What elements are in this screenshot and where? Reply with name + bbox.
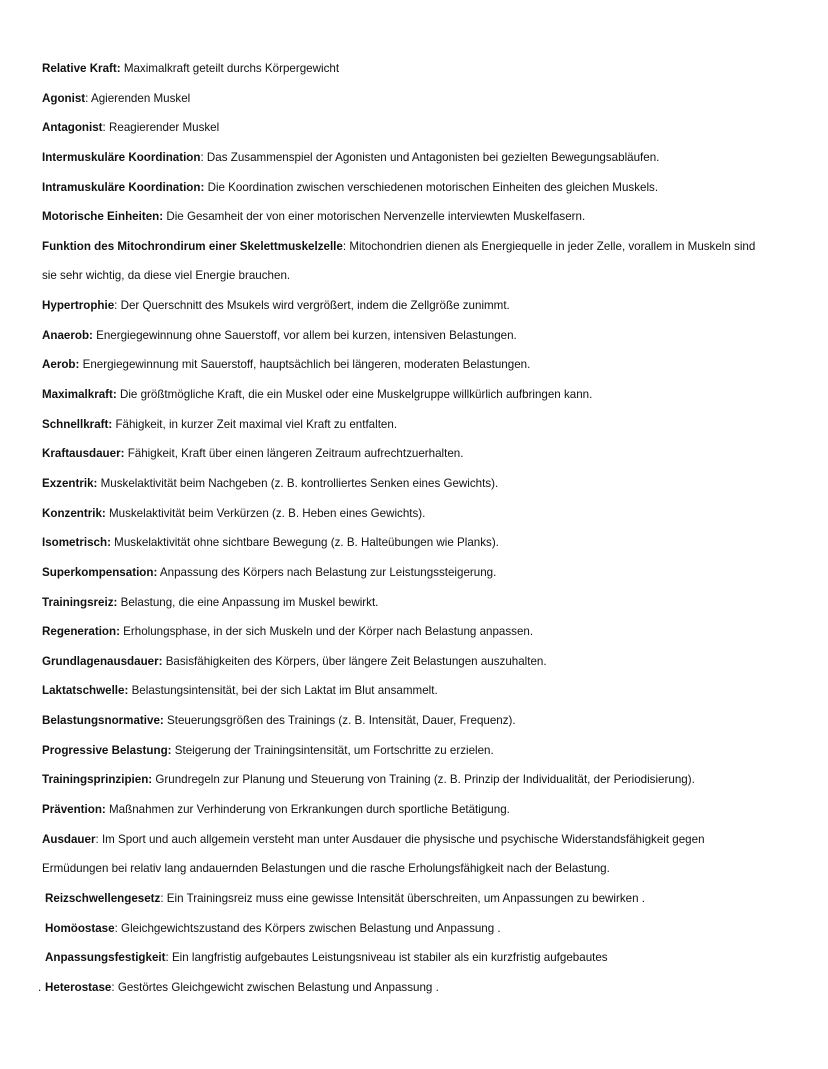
entry-term: Anaerob:	[42, 328, 93, 342]
glossary-entry	[42, 624, 812, 654]
glossary-entry	[42, 357, 812, 387]
entry-term: Motorische Einheiten:	[42, 210, 164, 224]
entry-definition: Ein langfristig aufgebautes Leistungsniveau ist stabiler als ein kurzfristig aufgebautes	[168, 951, 608, 965]
entry-definition: Muskelaktivität beim Nachgeben (z. B. kontrolliertes Senken eines Gewichts).	[97, 476, 499, 490]
entry-definition: Belastung, die eine Anpassung im Muskel bewirkt.	[117, 595, 379, 609]
entry-term: Kraftausdauer:	[42, 447, 125, 461]
glossary-entry	[38, 980, 812, 1010]
entry-definition: Steigerung der Trainingsintensität, um Fortschritte zu erzielen.	[171, 743, 494, 757]
entry-definition: Die größtmögliche Kraft, die ein Muskel oder eine Muskelgruppe willkürlich aufbringen kann.	[116, 388, 593, 402]
entry-separator: :	[95, 832, 99, 846]
glossary-entry	[42, 891, 812, 921]
entry-separator: :	[102, 121, 106, 135]
entry-term: Grundlagenausdauer:	[42, 654, 163, 668]
entry-separator: :	[85, 91, 89, 105]
entry-separator: :	[200, 150, 204, 164]
glossary-entry	[42, 387, 812, 417]
entry-definition: Muskelaktivität beim Verkürzen (z. B. Heben eines Gewichts).	[105, 506, 426, 520]
glossary-entry	[42, 772, 812, 802]
entry-definition: Steuerungsgrößen des Trainings (z. B. Intensität, Dauer, Frequenz).	[163, 714, 516, 728]
entry-definition: Mitochondrien dienen als Energiequelle in jeder Zelle, vorallem in Muskeln sind	[346, 239, 756, 253]
entry-definition: Der Querschnitt des Msukels wird vergrößert, indem die Zellgröße zunimmt.	[117, 299, 510, 313]
entry-term: Trainingsreiz:	[42, 595, 118, 609]
entry-separator: :	[165, 951, 169, 965]
glossary-entry	[42, 476, 812, 506]
entry-definition: Muskelaktivität ohne sichtbare Bewegung (z. B. Halteübungen wie Planks).	[110, 536, 499, 550]
entry-term: Funktion des Mitochrondirum einer Skelettmuskelzelle	[42, 239, 343, 253]
entry-definition: Erholungsphase, in der sich Muskeln und der Körper nach Belastung anpassen.	[119, 625, 534, 639]
glossary-entry	[42, 506, 812, 536]
glossary-entry	[42, 446, 812, 476]
entry-definition: Gestörtes Gleichgewicht zwischen Belastung und Anpassung .	[114, 980, 439, 994]
glossary-entry	[42, 832, 812, 862]
entry-term: Antagonist	[42, 121, 103, 135]
entry-term: Heterostase	[45, 980, 112, 994]
entry-term: Isometrisch:	[42, 536, 111, 550]
entry-definition: Agierenden Muskel	[88, 91, 191, 105]
entry-definition: Basisfähigkeiten des Körpers, über längere Zeit Belastungen auszuhalten.	[162, 654, 547, 668]
glossary-entry	[42, 950, 812, 980]
glossary-entry	[42, 743, 812, 773]
entry-term: Trainingsprinzipien:	[42, 773, 153, 787]
entry-term: Regeneration:	[42, 625, 120, 639]
entry-term: Superkompensation:	[42, 565, 158, 579]
entry-prefix: .	[38, 980, 42, 994]
glossary-entry	[42, 713, 812, 743]
glossary-entry	[42, 120, 812, 150]
entry-definition: Energiegewinnung ohne Sauerstoff, vor allem bei kurzen, intensiven Belastungen.	[92, 328, 517, 342]
entry-definition: Gleichgewichtszustand des Körpers zwischen Belastung und Anpassung .	[117, 921, 501, 935]
glossary-entry	[42, 328, 812, 358]
entry-term: Hypertrophie	[42, 299, 115, 313]
glossary-entry	[42, 595, 812, 625]
entry-definition: Maximalkraft geteilt durchs Körpergewicht	[120, 62, 340, 75]
entry-term: Ausdauer	[42, 832, 96, 846]
entry-term: Schnellkraft:	[42, 417, 113, 431]
entry-term: Progressive Belastung:	[42, 743, 172, 757]
glossary-entry	[42, 535, 812, 565]
glossary-entry	[42, 268, 812, 298]
glossary-entry	[42, 565, 812, 595]
entry-term: Intermuskuläre Koordination	[42, 150, 201, 164]
entry-definition: Die Koordination zwischen verschiedenen motorischen Einheiten des gleichen Muskels.	[204, 180, 659, 194]
entry-term: Aerob:	[42, 358, 80, 372]
entry-term: Homöostase	[45, 921, 115, 935]
glossary-entry	[42, 298, 812, 328]
entry-term: Prävention:	[42, 803, 106, 817]
glossary-entry	[42, 239, 812, 269]
entry-term: Reizschwellengesetz	[45, 891, 161, 905]
entry-definition: Maßnahmen zur Verhinderung von Erkrankungen durch sportliche Betätigung.	[105, 803, 510, 817]
entry-definition: Das Zusammenspiel der Agonisten und Antagonisten bei gezielten Bewegungsabläufen.	[203, 150, 660, 164]
entry-definition: Ermüdungen bei relativ lang andauernden Belastungen und die rasche Erholungsfähigkeit nach der Belastung.	[42, 862, 610, 876]
entry-term: Maximalkraft:	[42, 388, 117, 402]
entry-separator: :	[114, 299, 118, 313]
entry-separator: :	[160, 891, 164, 905]
glossary-entry	[42, 683, 812, 713]
entry-definition: Im Sport und auch allgemein versteht man unter Ausdauer die physische und psychische Widerstandsfähigkeit gegen	[98, 832, 705, 846]
entry-term: Laktatschwelle:	[42, 684, 129, 698]
glossary-entry	[42, 209, 812, 239]
entry-definition: Energiegewinnung mit Sauerstoff, hauptsächlich bei längeren, moderaten Belastungen.	[79, 358, 531, 372]
glossary-entry	[42, 861, 812, 891]
entry-definition: Reagierender Muskel	[105, 121, 220, 135]
entry-definition: Die Gesamheit der von einer motorischen Nervenzelle interviewten Muskelfasern.	[163, 210, 586, 224]
entry-definition: Belastungsintensität, bei der sich Laktat im Blut ansammelt.	[128, 684, 438, 698]
entry-separator: :	[111, 980, 115, 994]
entry-definition: Anpassung des Körpers nach Belastung zur Leistungssteigerung.	[157, 565, 497, 579]
glossary-entry	[42, 921, 812, 951]
glossary-entry	[42, 91, 812, 121]
glossary-entry	[42, 654, 812, 684]
entry-term: Exzentrik:	[42, 476, 98, 490]
entry-term: Belastungsnormative:	[42, 714, 164, 728]
entry-term: Relative Kraft:	[42, 62, 121, 75]
glossary-entry	[42, 150, 812, 180]
glossary-entry	[42, 180, 812, 210]
entry-term: Anpassungsfestigkeit	[45, 951, 166, 965]
entry-term: Agonist	[42, 91, 86, 105]
entry-definition: sie sehr wichtig, da diese viel Energie brauchen.	[42, 269, 291, 283]
entry-term: Konzentrik:	[42, 506, 106, 520]
entry-definition: Ein Trainingsreiz muss eine gewisse Intensität überschreiten, um Anpassungen zu bewirken .	[163, 891, 645, 905]
entry-separator: :	[114, 921, 118, 935]
entry-term: Intramuskuläre Koordination:	[42, 180, 205, 194]
entry-definition: Grundregeln zur Planung und Steuerung von Training (z. B. Prinzip der Individualität, der Periodisierung).	[152, 773, 695, 787]
entry-separator: :	[342, 239, 347, 253]
entry-definition: Fähigkeit, Kraft über einen längeren Zeitraum aufrechtzuerhalten.	[124, 447, 464, 461]
glossary-entry	[42, 802, 812, 832]
entry-definition: Fähigkeit, in kurzer Zeit maximal viel Kraft zu entfalten.	[112, 417, 398, 431]
glossary-document	[38, 61, 812, 1010]
glossary-entry	[42, 61, 812, 91]
glossary-entry	[42, 417, 812, 447]
